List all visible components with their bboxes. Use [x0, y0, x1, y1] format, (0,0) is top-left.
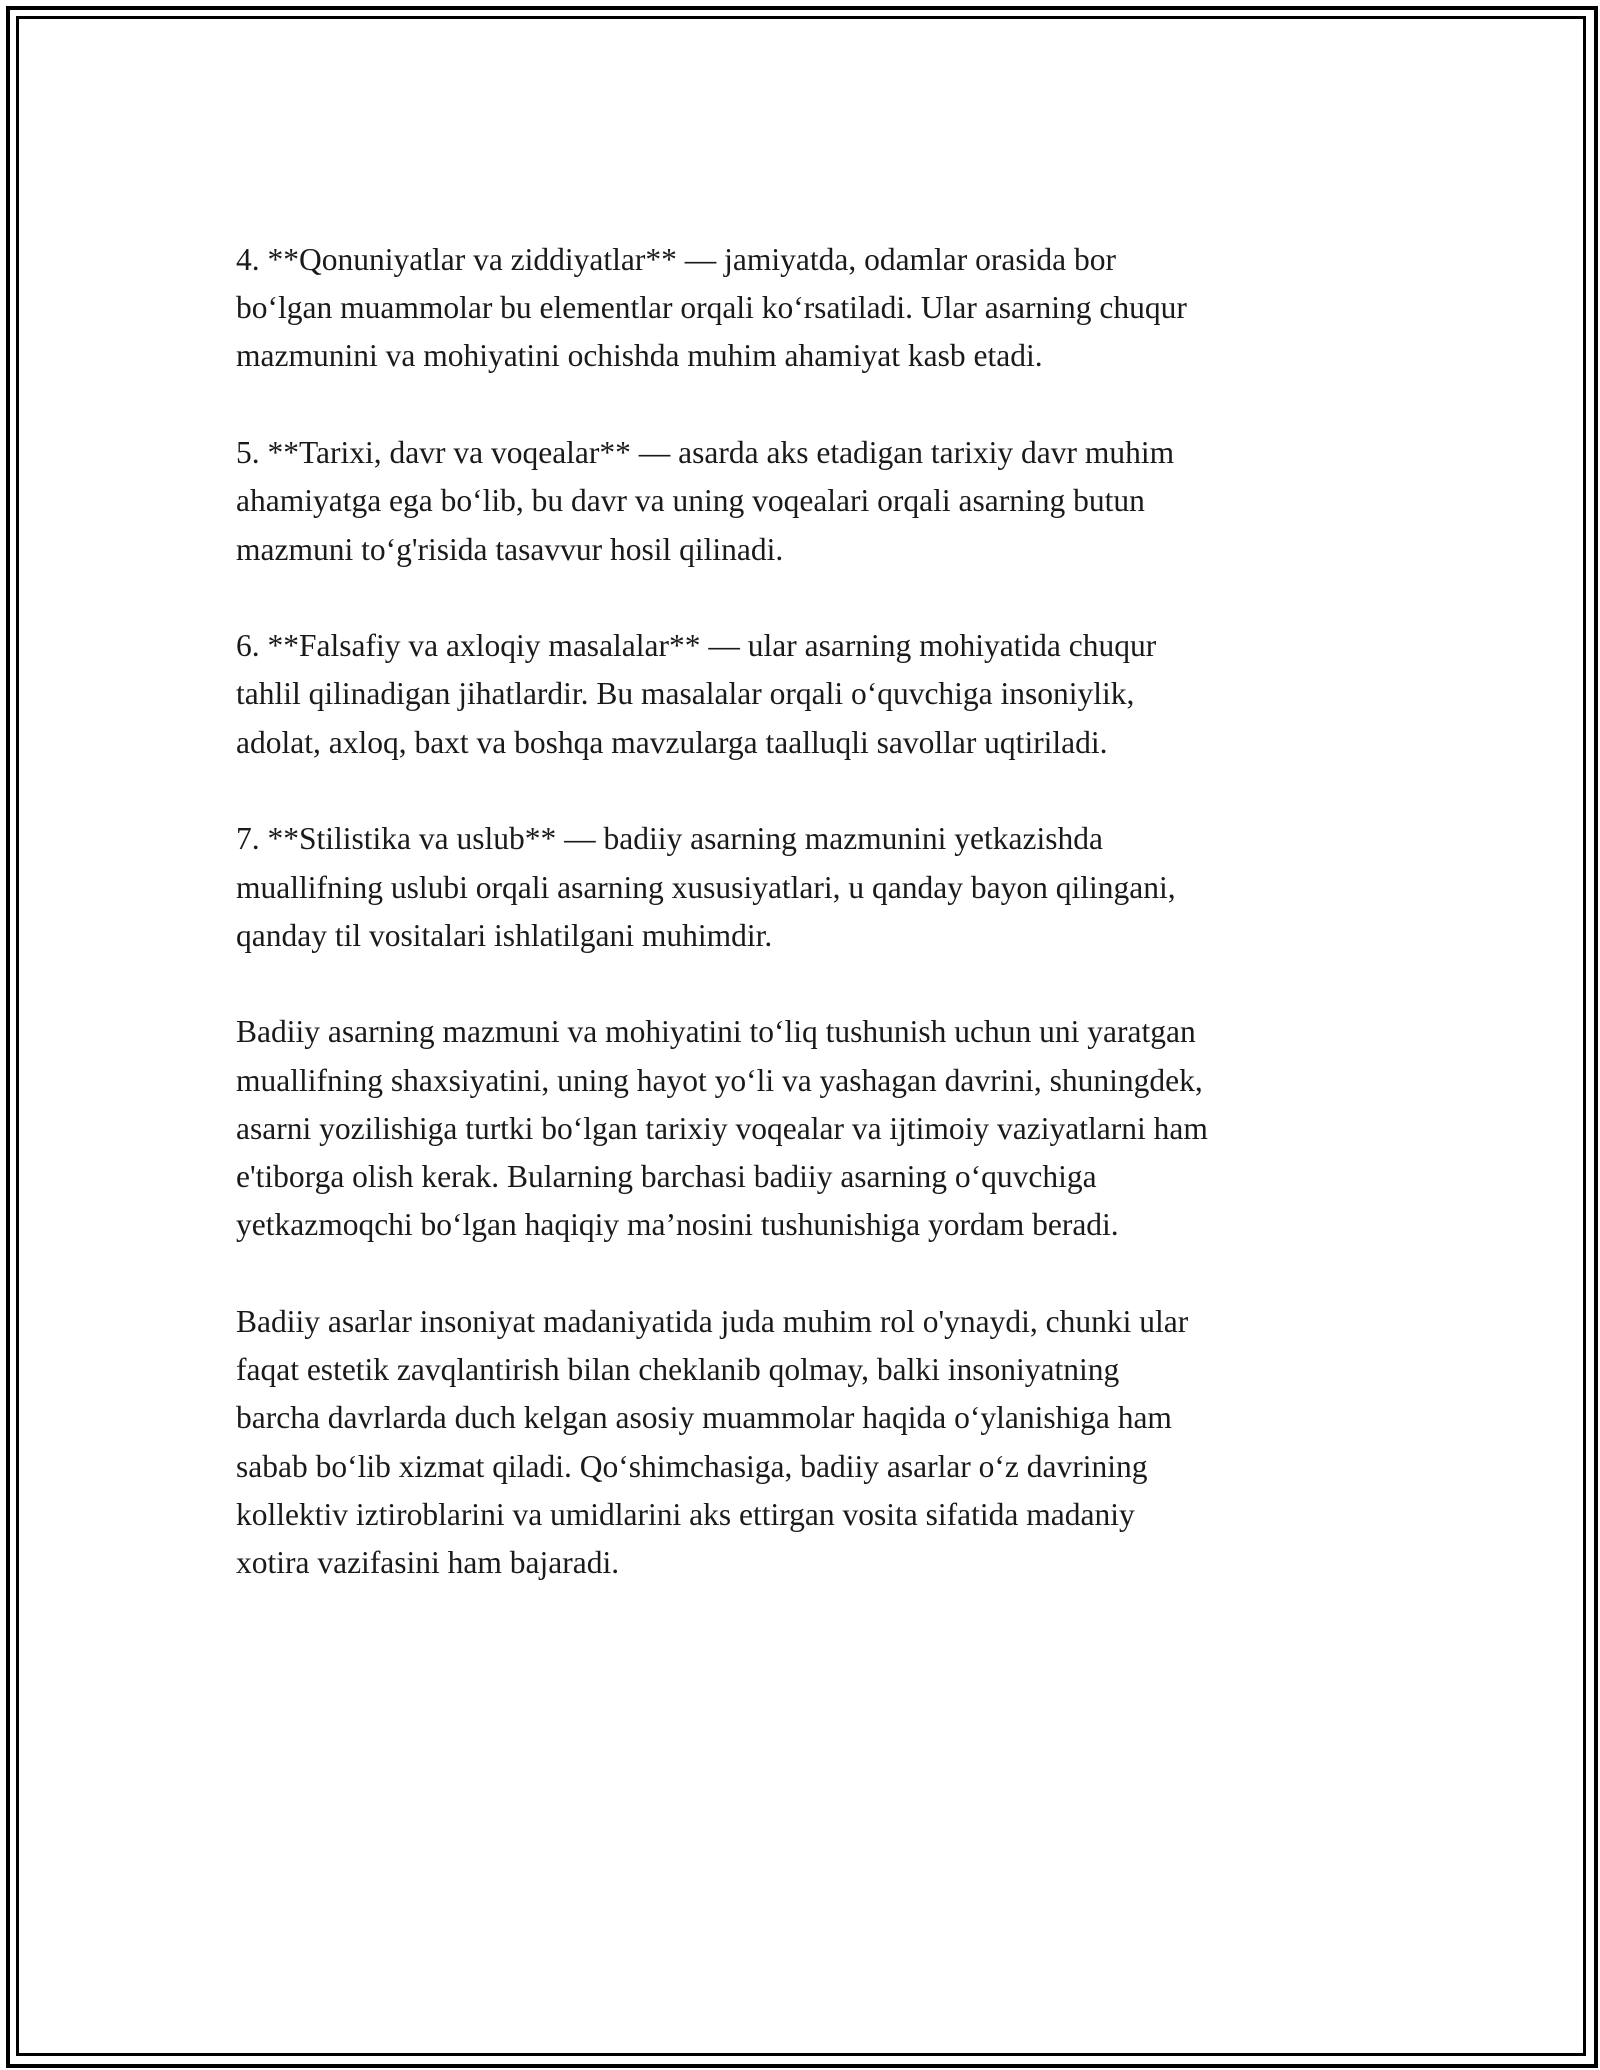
text-line: adolat, axloq, baxt va boshqa mavzularga taalluqli savollar uqtiriladi.: [236, 724, 1108, 760]
text-line: muallifning shaxsiyatini, uning hayot yo‘li va yashagan davrini, shuningdek,: [236, 1062, 1203, 1098]
paragraph-understanding: [236, 1008, 1386, 1249]
text-line: qanday til vositalari ishlatilgani muhimdir.: [236, 917, 773, 953]
paragraph-item-4: [236, 236, 1386, 381]
text-line: tahlil qilinadigan jihatlardir. Bu masalalar orqali o‘quvchiga insoniylik,: [236, 676, 1135, 712]
document-body: [236, 236, 1386, 1636]
text-line: 4. **Qonuniyatlar va ziddiyatlar** — jamiyatda, odamlar orasida bor: [236, 242, 1116, 277]
text-line: xotira vazifasini ham bajaradi.: [236, 1544, 620, 1580]
text-line: ahamiyatga ega bo‘lib, bu davr va uning voqealari orqali asarning butun: [236, 483, 1145, 519]
text-line: 7. **Stilistika va uslub** — badiiy asarning mazmunini yetkazishda: [236, 821, 1103, 857]
paragraph-item-5: [236, 429, 1386, 574]
text-line: Badiiy asarlar insoniyat madaniyatida juda muhim rol o'ynaydi, chunki ular: [236, 1303, 1189, 1339]
paragraph-item-7: [236, 815, 1386, 960]
text-line: mazmuni to‘g'risida tasavvur hosil qilinadi.: [236, 531, 784, 567]
text-line: kollektiv iztiroblarini va umidlarini aks ettirgan vosita sifatida madaniy: [236, 1496, 1135, 1532]
text-line: asarni yozilishiga turtki bo‘lgan tarixiy voqealar va ijtimoiy vaziyatlarni ham: [236, 1110, 1208, 1146]
text-line: Badiiy asarning mazmuni va mohiyatini to‘liq tushunish uchun uni yaratgan: [236, 1014, 1196, 1050]
text-line: mazmunini va mohiyatini ochishda muhim ahamiyat kasb etadi.: [236, 338, 1043, 374]
paragraph-item-6: [236, 622, 1386, 767]
text-line: muallifning uslubi orqali asarning xususiyatlari, u qanday bayon qilingani,: [236, 869, 1176, 905]
text-line: sabab bo‘lib xizmat qiladi. Qo‘shimchasiga, badiiy asarlar o‘z davrining: [236, 1448, 1148, 1484]
text-line: 6. **Falsafiy va axloqiy masalalar** — ular asarning mohiyatida chuqur: [236, 628, 1157, 664]
text-line: 5. **Tarixi, davr va voqealar** — asarda aks etadigan tarixiy davr muhim: [236, 435, 1175, 471]
paragraph-role: [236, 1298, 1386, 1587]
text-line: yetkazmoqchi bo‘lgan haqiqiy ma’nosini tushunishiga yordam beradi.: [236, 1207, 1119, 1243]
text-line: barcha davrlarda duch kelgan asosiy muammolar haqida o‘ylanishiga ham: [236, 1400, 1172, 1436]
text-line: faqat estetik zavqlantirish bilan cheklanib qolmay, balki insoniyatning: [236, 1352, 1120, 1388]
text-line: e'tiborga olish kerak. Bularning barchasi badiiy asarning o‘quvchiga: [236, 1159, 1097, 1195]
text-line: bo‘lgan muammolar bu elementlar orqali ko‘rsatiladi. Ular asarning chuqur: [236, 290, 1187, 326]
